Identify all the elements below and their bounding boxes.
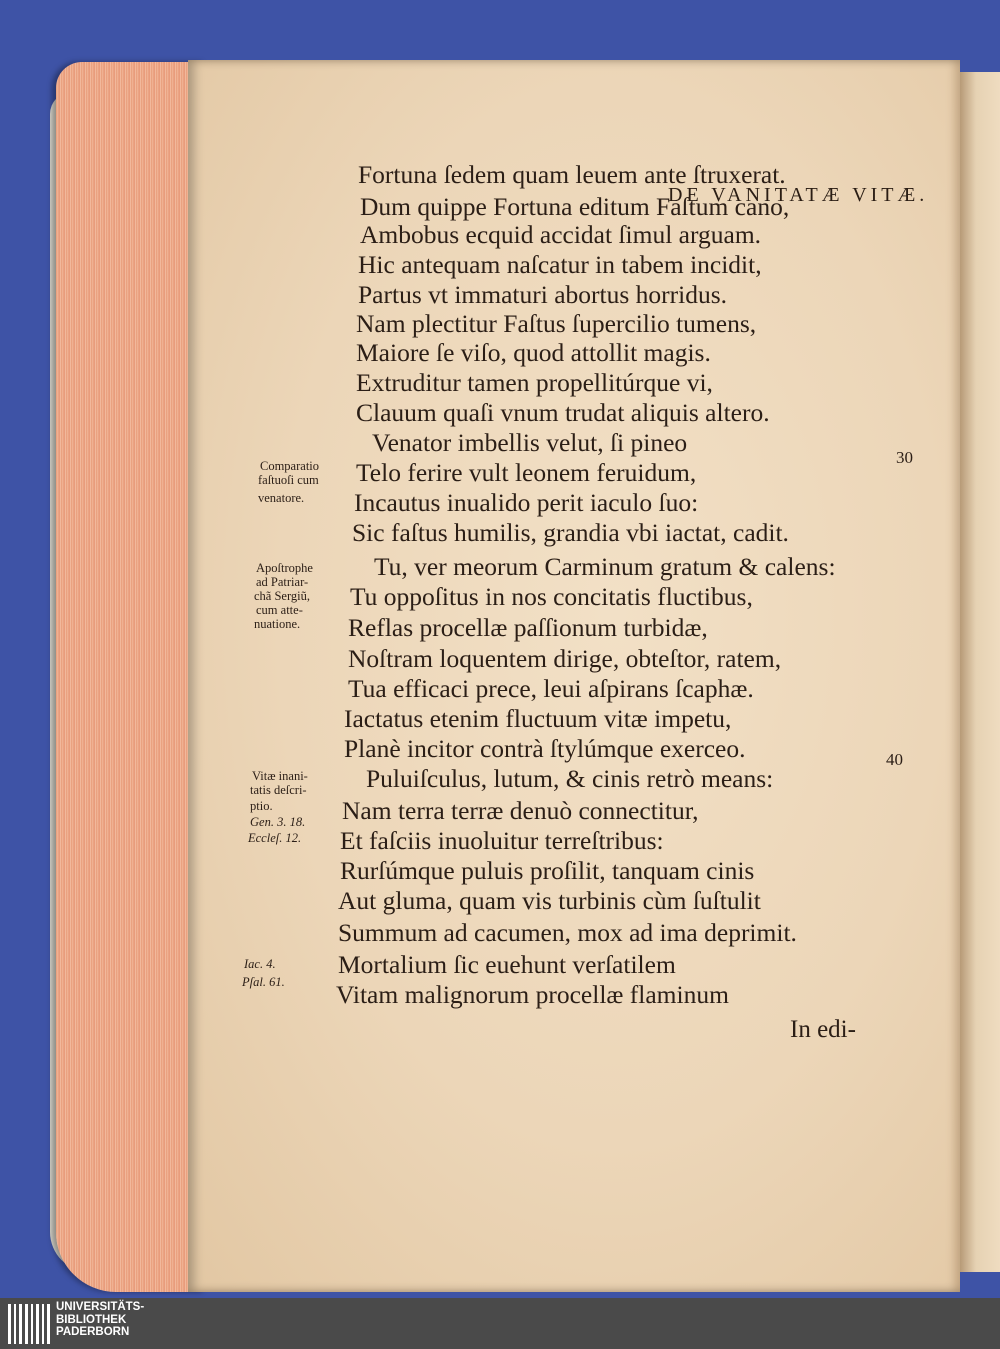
- verse-line: Puluiſculus, lutum, & cinis retrò means:: [366, 764, 774, 793]
- line-number: 30: [896, 448, 913, 467]
- verse-line: Clauum quaſi vnum trudat aliquis altero.: [356, 398, 770, 427]
- verse-line: Tu oppoſitus in nos concitatis fluctibus,: [350, 582, 753, 611]
- verse-line: Ambobus ecquid accidat ſimul arguam.: [360, 220, 762, 249]
- marginal-note: faſtuoſi cum: [258, 473, 319, 487]
- verse-line: Venator imbellis velut, ſi pineo: [372, 428, 688, 457]
- marginal-note: Gen. 3. 18.: [250, 815, 306, 829]
- marginal-note: ad Patriar-: [256, 575, 309, 589]
- verse-line: Rurſúmque puluis proſilit, tanquam cinis: [340, 856, 755, 885]
- verse-line: Telo ferire vult leonem feruidum,: [356, 458, 697, 487]
- verse-line: Noſtram loquentem dirige, obteſtor, ratem,: [348, 644, 782, 673]
- marginal-note: nuatione.: [254, 617, 301, 631]
- verse-line: Nam terra terræ denuò connectitur,: [342, 796, 699, 825]
- verse-line: Extruditur tamen propellitúrque vi,: [356, 368, 713, 397]
- verse-line: Iactatus etenim fluctuum vitæ impetu,: [344, 704, 732, 733]
- verse-line: Incautus inualido perit iaculo ſuo:: [354, 488, 699, 517]
- marginal-note: Iac. 4.: [244, 957, 276, 971]
- verse-line: Tua efficaci prece, leui aſpirans ſcaphæ.: [348, 674, 754, 703]
- verse-line: Sic faſtus humilis, grandia vbi iactat, cadit.: [352, 518, 789, 547]
- library-logo: [56, 1301, 144, 1339]
- marginal-note: Apoſtrophe: [256, 561, 313, 575]
- book-page: [188, 60, 960, 1292]
- verse-line: Partus vt immaturi abortus horridus.: [358, 280, 728, 309]
- verse-line: Dum quippe Fortuna editum Faſtum cano,: [360, 192, 790, 221]
- verse-line: Mortalium ſic euehunt verſatilem: [338, 950, 676, 979]
- verse-line: Tu, ver meorum Carminum gratum & calens:: [374, 552, 836, 581]
- marginal-note: chã Sergiũ,: [254, 589, 311, 603]
- verse-line: Maiore ſe viſo, quod attollit magis.: [356, 338, 711, 367]
- verse-line: Hic antequam naſcatur in tabem incidit,: [358, 250, 762, 279]
- library-footer: [0, 1298, 1000, 1349]
- verse-line: Fortuna ſedem quam leuem ante ſtruxerat.: [358, 160, 786, 189]
- verse-line: Planè incitor contrà ſtylúmque exerceo.: [344, 734, 746, 763]
- marginal-note: venatore.: [258, 491, 305, 505]
- running-head: DE VANITATÆ VITÆ.: [668, 184, 929, 206]
- library-logo-line: BIBLIOTHEK: [56, 1313, 127, 1326]
- verse-line: Vitam malignorum procellæ flaminum: [336, 980, 729, 1009]
- verse-line: Et faſciis inuoluitur terreſtribus:: [340, 826, 664, 855]
- marginal-note: Comparatio: [260, 459, 320, 473]
- verse-line: Summum ad cacumen, mox ad ima deprimit.: [338, 918, 797, 947]
- catchword: In edi-: [790, 1016, 856, 1043]
- library-logo-icon: [8, 1304, 50, 1344]
- marginal-note: tatis deſcri-: [250, 783, 307, 797]
- facing-page-edge: [960, 72, 1000, 1272]
- library-logo-line: PADERBORN: [56, 1326, 130, 1338]
- line-number: 40: [886, 750, 903, 769]
- marginal-note: ptio.: [250, 799, 273, 813]
- verse-line: Aut gluma, quam vis turbinis cùm ſuſtulit: [338, 886, 761, 915]
- verse-line: Nam plectitur Faſtus ſupercilio tumens,: [356, 309, 757, 338]
- book-page-edges: [56, 62, 206, 1292]
- marginal-note: Eccleſ. 12.: [248, 831, 302, 845]
- verse-line: Reflas procellæ paſſionum turbidæ,: [348, 613, 708, 642]
- marginal-note: cum atte-: [256, 603, 303, 617]
- marginal-notes: [188, 60, 348, 1292]
- library-logo-line: UNIVERSITÄTS-: [56, 1301, 145, 1313]
- marginal-note: Vitæ inani-: [252, 769, 308, 783]
- marginal-note: Pſal. 61.: [242, 975, 285, 989]
